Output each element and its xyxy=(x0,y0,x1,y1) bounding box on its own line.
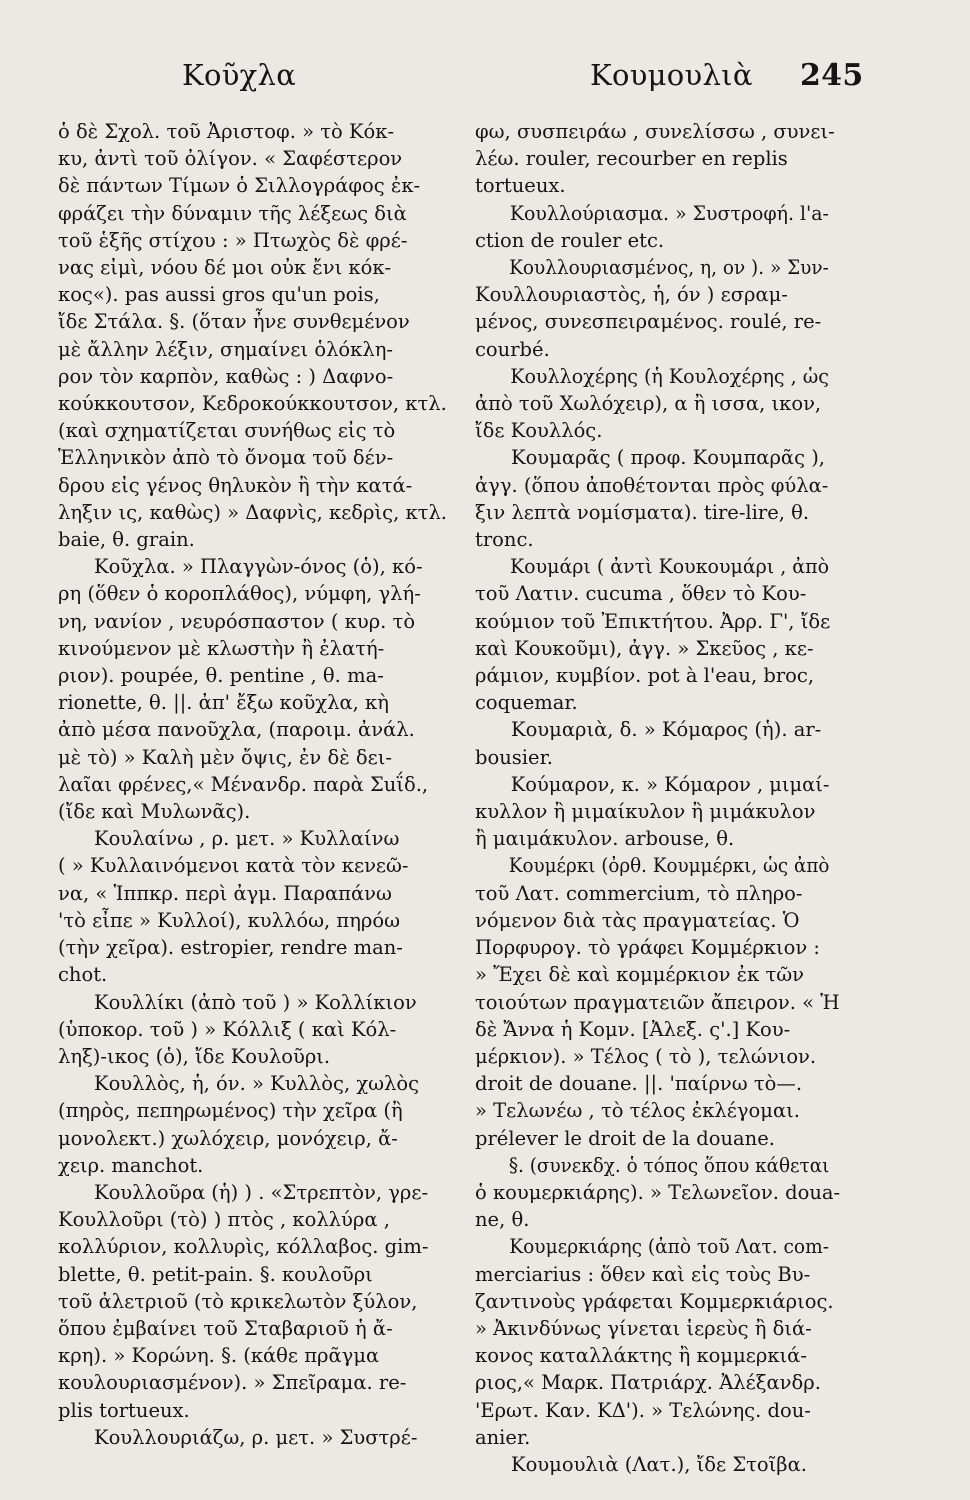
text-line: (ὑποκορ. τοῦ ) » Κόλλιξ ( καὶ Κόλ- xyxy=(58,1017,397,1041)
dictionary-entry xyxy=(475,444,865,553)
text-line: ὁ δὲ Σχολ. τοῦ Ἀριστοφ. » τὸ Κόκ- xyxy=(58,120,395,143)
dictionary-entry xyxy=(475,1451,865,1478)
left-column xyxy=(58,118,468,1451)
text-line: κρη). » Κορώνη. §. (κάθε πρᾶγμα xyxy=(58,1344,380,1368)
text-line: ριος,« Μαρκ. Πατριάρχ. Ἀλέξανδρ. xyxy=(475,1371,821,1395)
text-line: κολλύριον, κολλυρὶς, κόλλαβος. gim- xyxy=(58,1235,429,1259)
text-line: ( » Κυλλαινόμενοι κατὰ τὸν κενεῶ- xyxy=(58,854,409,878)
right-column xyxy=(475,118,865,1478)
text-line: Κουλλοῦρι (τὸ) ) πτὸς , κολλύρα , xyxy=(58,1208,390,1232)
text-line: ἢ μαιμάκυλον. arbouse, θ. xyxy=(475,827,735,851)
text-line: rionette, θ. ||. ἀπ' ἔξω κοῦχλα, κὴ xyxy=(58,691,389,715)
text-line: bousier. xyxy=(475,745,553,769)
text-line: droit de douane. ||. 'παίρνω τὸ—. xyxy=(475,1072,803,1096)
text-line: coquemar. xyxy=(475,691,578,715)
text-line: χειρ. manchot. xyxy=(58,1153,204,1177)
text-line: φράζει τὴν δύναμιν τῆς λέξεως διὰ xyxy=(58,201,407,225)
text-line: λέω. rouler, recourber en replis xyxy=(475,147,788,171)
text-line: μὲ ἄλλην λέξιν, σημαίνει ὁλόκλη- xyxy=(58,337,393,361)
dictionary-entry xyxy=(475,716,865,770)
text-line: » Ἀκινδύνως γίνεται ἱερεὺς ἢ διά- xyxy=(475,1316,812,1340)
text-line: μένος, συνεσπειραμένος. roulé, re- xyxy=(475,310,822,334)
text-line: Κουμέρκι (ὀρθ. Κουμμέρκι, ὡς ἀπὸ xyxy=(508,854,829,878)
text-line: ἴδε Στάλα. §. (ὅταν ἦνε συνθεμένον xyxy=(58,310,410,334)
text-line: ληξ)-ικος (ὁ), ἴδε Κουλοῦρι. xyxy=(58,1044,331,1068)
text-line: μονολεκτ.) χωλόχειρ, μονόχειρ, ἄ- xyxy=(58,1126,398,1150)
dictionary-entry xyxy=(58,553,468,825)
text-line: τοῦ Λατ. commercium, τὸ πληρο- xyxy=(475,881,803,905)
text-line: courbé. xyxy=(475,337,550,361)
dictionary-entry xyxy=(475,200,865,254)
running-head-left: Κοῦχλα xyxy=(182,58,297,92)
text-line: Κουμουλιὰ (Λατ.), ἴδε Στοῖβα. xyxy=(511,1452,807,1476)
text-line: Κουλλὸς, ἡ, όν. » Κυλλὸς, χωλὸς xyxy=(94,1072,420,1096)
text-line: » Ἔχει δὲ καὶ κομμέρκιον ἐκ τῶν xyxy=(475,963,805,987)
text-line: νη, νανίον , νευρόσπαστον ( κυρ. τὸ xyxy=(58,609,416,633)
dictionary-entry xyxy=(475,363,865,445)
dictionary-entry xyxy=(58,1179,468,1424)
text-line: κυ, ἀντὶ τοῦ ὀλίγον. « Σαφέστερον xyxy=(58,147,403,171)
running-head-right: Κουμουλιὰ xyxy=(590,58,753,92)
text-line: Κούμαρον, κ. » Κόμαρον , μιμαί- xyxy=(510,772,829,796)
text-line: 'Ερωτ. Καν. ΚΔ'). » Τελώνης. dou- xyxy=(475,1398,811,1422)
dictionary-entry xyxy=(58,118,468,553)
dictionary-entry xyxy=(475,118,865,200)
text-line: τοῦ ἀλετριοῦ (τὸ κρικελωτὸν ξύλον, xyxy=(58,1289,418,1313)
dictionary-entry xyxy=(475,254,865,363)
text-line: ρη (ὅθεν ὁ κοροπλάθος), νύμφη, γλή- xyxy=(58,582,421,606)
text-line: δὲ πάντων Τίμων ὁ Σιλλογράφος ἐκ- xyxy=(58,174,421,198)
text-line: ἀπὸ μέσα πανοῦχλα, (παροιμ. ἀνάλ. xyxy=(58,718,415,742)
text-line: Κουμάρι ( ἀντὶ Κουκουμάρι , ἀπὸ xyxy=(510,555,829,579)
text-line: ζαντινοὺς γράφεται Κομμερκιάριος. xyxy=(475,1289,834,1313)
text-line: καὶ Κουκοῦμι), ἀγγ. » Σκεῦος , κε- xyxy=(475,636,814,660)
text-line: §. (συνεκδχ. ὁ τόπος ὅπου κάθεται xyxy=(508,1153,829,1177)
text-line: Κουλαίνω , ρ. μετ. » Κυλλαίνω xyxy=(94,827,400,851)
text-line: δρου εἰς γένος θηλυκὸν ἢ τὴν κατά- xyxy=(58,473,413,497)
text-line: Πορφυρογ. τὸ γράφει Κομμέρκιον : xyxy=(475,936,821,960)
text-line: ριον). poupée, θ. pentine , θ. ma- xyxy=(58,664,384,688)
text-line: ξιν λεπτὰ νομίσματα). tire-lire, θ. xyxy=(475,500,810,524)
text-line: φω, συσπειράω , συνελίσσω , συνει- xyxy=(475,120,835,143)
text-line: ληξιν ις, καθὼς) » Δαφνὶς, κεδρὶς, κτλ. xyxy=(58,500,448,524)
dictionary-entry xyxy=(58,1070,468,1179)
text-line: Κουλλούριασμα. » Συστροφή. l'a- xyxy=(509,201,829,225)
text-line: μὲ τὸ) » Καλὴ μὲν ὄψις, ἐν δὲ δει- xyxy=(58,745,392,769)
text-line: ἀπὸ τοῦ Χωλόχειρ), α ἢ ισσα, ικον, xyxy=(475,392,822,416)
dictionary-entry xyxy=(475,1152,865,1234)
text-line: τοῦ ἑξῆς στίχου : » Πτωχὸς δὲ φρέ- xyxy=(58,228,408,252)
text-line: ne, θ. xyxy=(475,1208,530,1232)
text-line: Κουμαρᾶς ( προφ. Κουμπαρᾶς ), xyxy=(511,446,826,470)
text-line: κονος καταλλάκτης ἢ κομμερκιά- xyxy=(475,1344,807,1368)
text-line: Κοῦχλα. » Πλαγγὼν-όνος (ὁ), κό- xyxy=(94,555,423,579)
page-number: 245 xyxy=(800,58,864,93)
text-line: ὅπου ἐμβαίνει τοῦ Σταβαριοῦ ἡ ἄ- xyxy=(58,1316,393,1340)
text-line: μέρκιον). » Τέλος ( τὸ ), τελώνιον. xyxy=(475,1044,817,1068)
dictionary-entry xyxy=(475,1233,865,1451)
text-line: κουλουριασμένον). » Σπεῖραμα. re- xyxy=(58,1371,407,1395)
text-line: να, « Ἱππκρ. περὶ ἀγμ. Παραπάνω xyxy=(58,881,392,905)
text-line: chot. xyxy=(58,963,108,987)
text-line: Κουλλουριαστὸς, ἡ, όν ) εσραμ- xyxy=(475,283,788,307)
text-line: Κουλλοχέρης (ἡ Κουλοχέρης , ὡς xyxy=(510,364,829,388)
text-line: Κουλλουριάζω, ρ. μετ. » Συστρέ- xyxy=(94,1425,418,1449)
text-line: τοιούτων πραγματειῶν ἄπειρον. « Ἡ xyxy=(475,990,840,1014)
text-line: baie, θ. grain. xyxy=(58,528,195,552)
text-line: τοῦ Λατιν. cucuma , ὅθεν τὸ Κου- xyxy=(475,582,807,606)
text-line: Κουλλουριασμένος, η, ον ). » Συν- xyxy=(509,256,829,280)
dictionary-entry xyxy=(475,553,865,716)
text-line: νας εἰμὶ, νόου δέ μοι οὐκ ἔνι κόκ- xyxy=(58,256,392,280)
text-line: » Τελωνέω , τὸ τέλος ἐκλέγομαι. xyxy=(475,1099,800,1123)
text-line: ράμιον, κυμβίον. pot à l'eau, broc, xyxy=(475,664,815,688)
dictionary-entry xyxy=(475,771,865,853)
text-line: κος«). pas aussi gros qu'un pois, xyxy=(58,283,380,307)
text-line: κούμιον τοῦ Ἐπικτήτου. Ἀρρ. Γ', ἴδε xyxy=(475,609,831,633)
text-line: Κουμαριὰ, δ. » Κόμαρος (ἡ). ar- xyxy=(511,718,822,742)
text-line: prélever le droit de la douane. xyxy=(475,1126,775,1150)
text-line: Κουλλοῦρα (ἡ) ) . «Στρεπτὸν, γρε- xyxy=(94,1180,429,1204)
text-line: Κουλλίκι (ἀπὸ τοῦ ) » Κολλίκιον xyxy=(94,990,417,1014)
text-line: plis tortueux. xyxy=(58,1398,190,1422)
text-line: νόμενον διὰ τὰς πραγματείας. Ὁ xyxy=(475,908,800,932)
text-line: merciarius : ὅθεν καὶ εἰς τοὺς Βυ- xyxy=(475,1262,811,1286)
text-line: tronc. xyxy=(475,528,534,552)
text-line: ρον τὸν καρπὸν, καθὼς : ) Δαφνο- xyxy=(58,364,394,388)
text-line: λαῖαι φρένες,« Μένανδρ. παρὰ Σuΐδ., xyxy=(58,772,429,796)
text-line: Κουμερκιάρης (ἀπὸ τοῦ Λατ. com- xyxy=(509,1235,829,1259)
text-line: (τὴν χεῖρα). estropier, rendre man- xyxy=(58,936,403,960)
text-line: ἀγγ. (ὅπου ἀποθέτονται πρὸς φύλα- xyxy=(475,473,829,497)
text-line: ction de rouler etc. xyxy=(475,228,665,252)
text-line: δὲ Ἄννα ἡ Κομν. [Ἀλεξ. ς'.] Κου- xyxy=(475,1017,791,1041)
text-line: tortueux. xyxy=(475,174,566,198)
text-line: ἴδε Κουλλός. xyxy=(475,419,603,443)
text-line: (πηρὸς, πεπηρωμένος) τὴν χεῖρα (ἢ xyxy=(58,1099,403,1123)
text-line: Ἑλληνικὸν ἀπὸ τὸ ὄνομα τοῦ δέν- xyxy=(58,446,394,470)
dictionary-entry xyxy=(58,1424,468,1451)
text-line: κινούμενον μὲ κλωστὴν ἢ ἐλατή- xyxy=(58,636,385,660)
dictionary-entry xyxy=(475,852,865,1151)
dictionary-entry xyxy=(58,825,468,988)
text-line: (ἴδε καὶ Μυλωνᾶς). xyxy=(58,800,251,824)
text-line: ὁ κουμερκιάρης). » Τελωνεῖον. doua- xyxy=(475,1180,841,1204)
text-line: anier. xyxy=(475,1425,531,1449)
text-line: (καὶ σχηματίζεται συνήθως εἰς τὸ xyxy=(58,419,396,443)
dictionary-entry xyxy=(58,989,468,1071)
text-line: blette, θ. petit-pain. §. κουλοῦρι xyxy=(58,1262,373,1286)
text-line: 'τὸ εἶπε » Κυλλοί), κυλλόω, πηρόω xyxy=(58,908,401,932)
text-line: κούκκουτσον, Κεδροκούκκουτσον, κτλ. xyxy=(58,392,447,416)
text-line: κυλλον ἢ μιμαίκυλον ἢ μιμάκυλον xyxy=(475,800,816,824)
